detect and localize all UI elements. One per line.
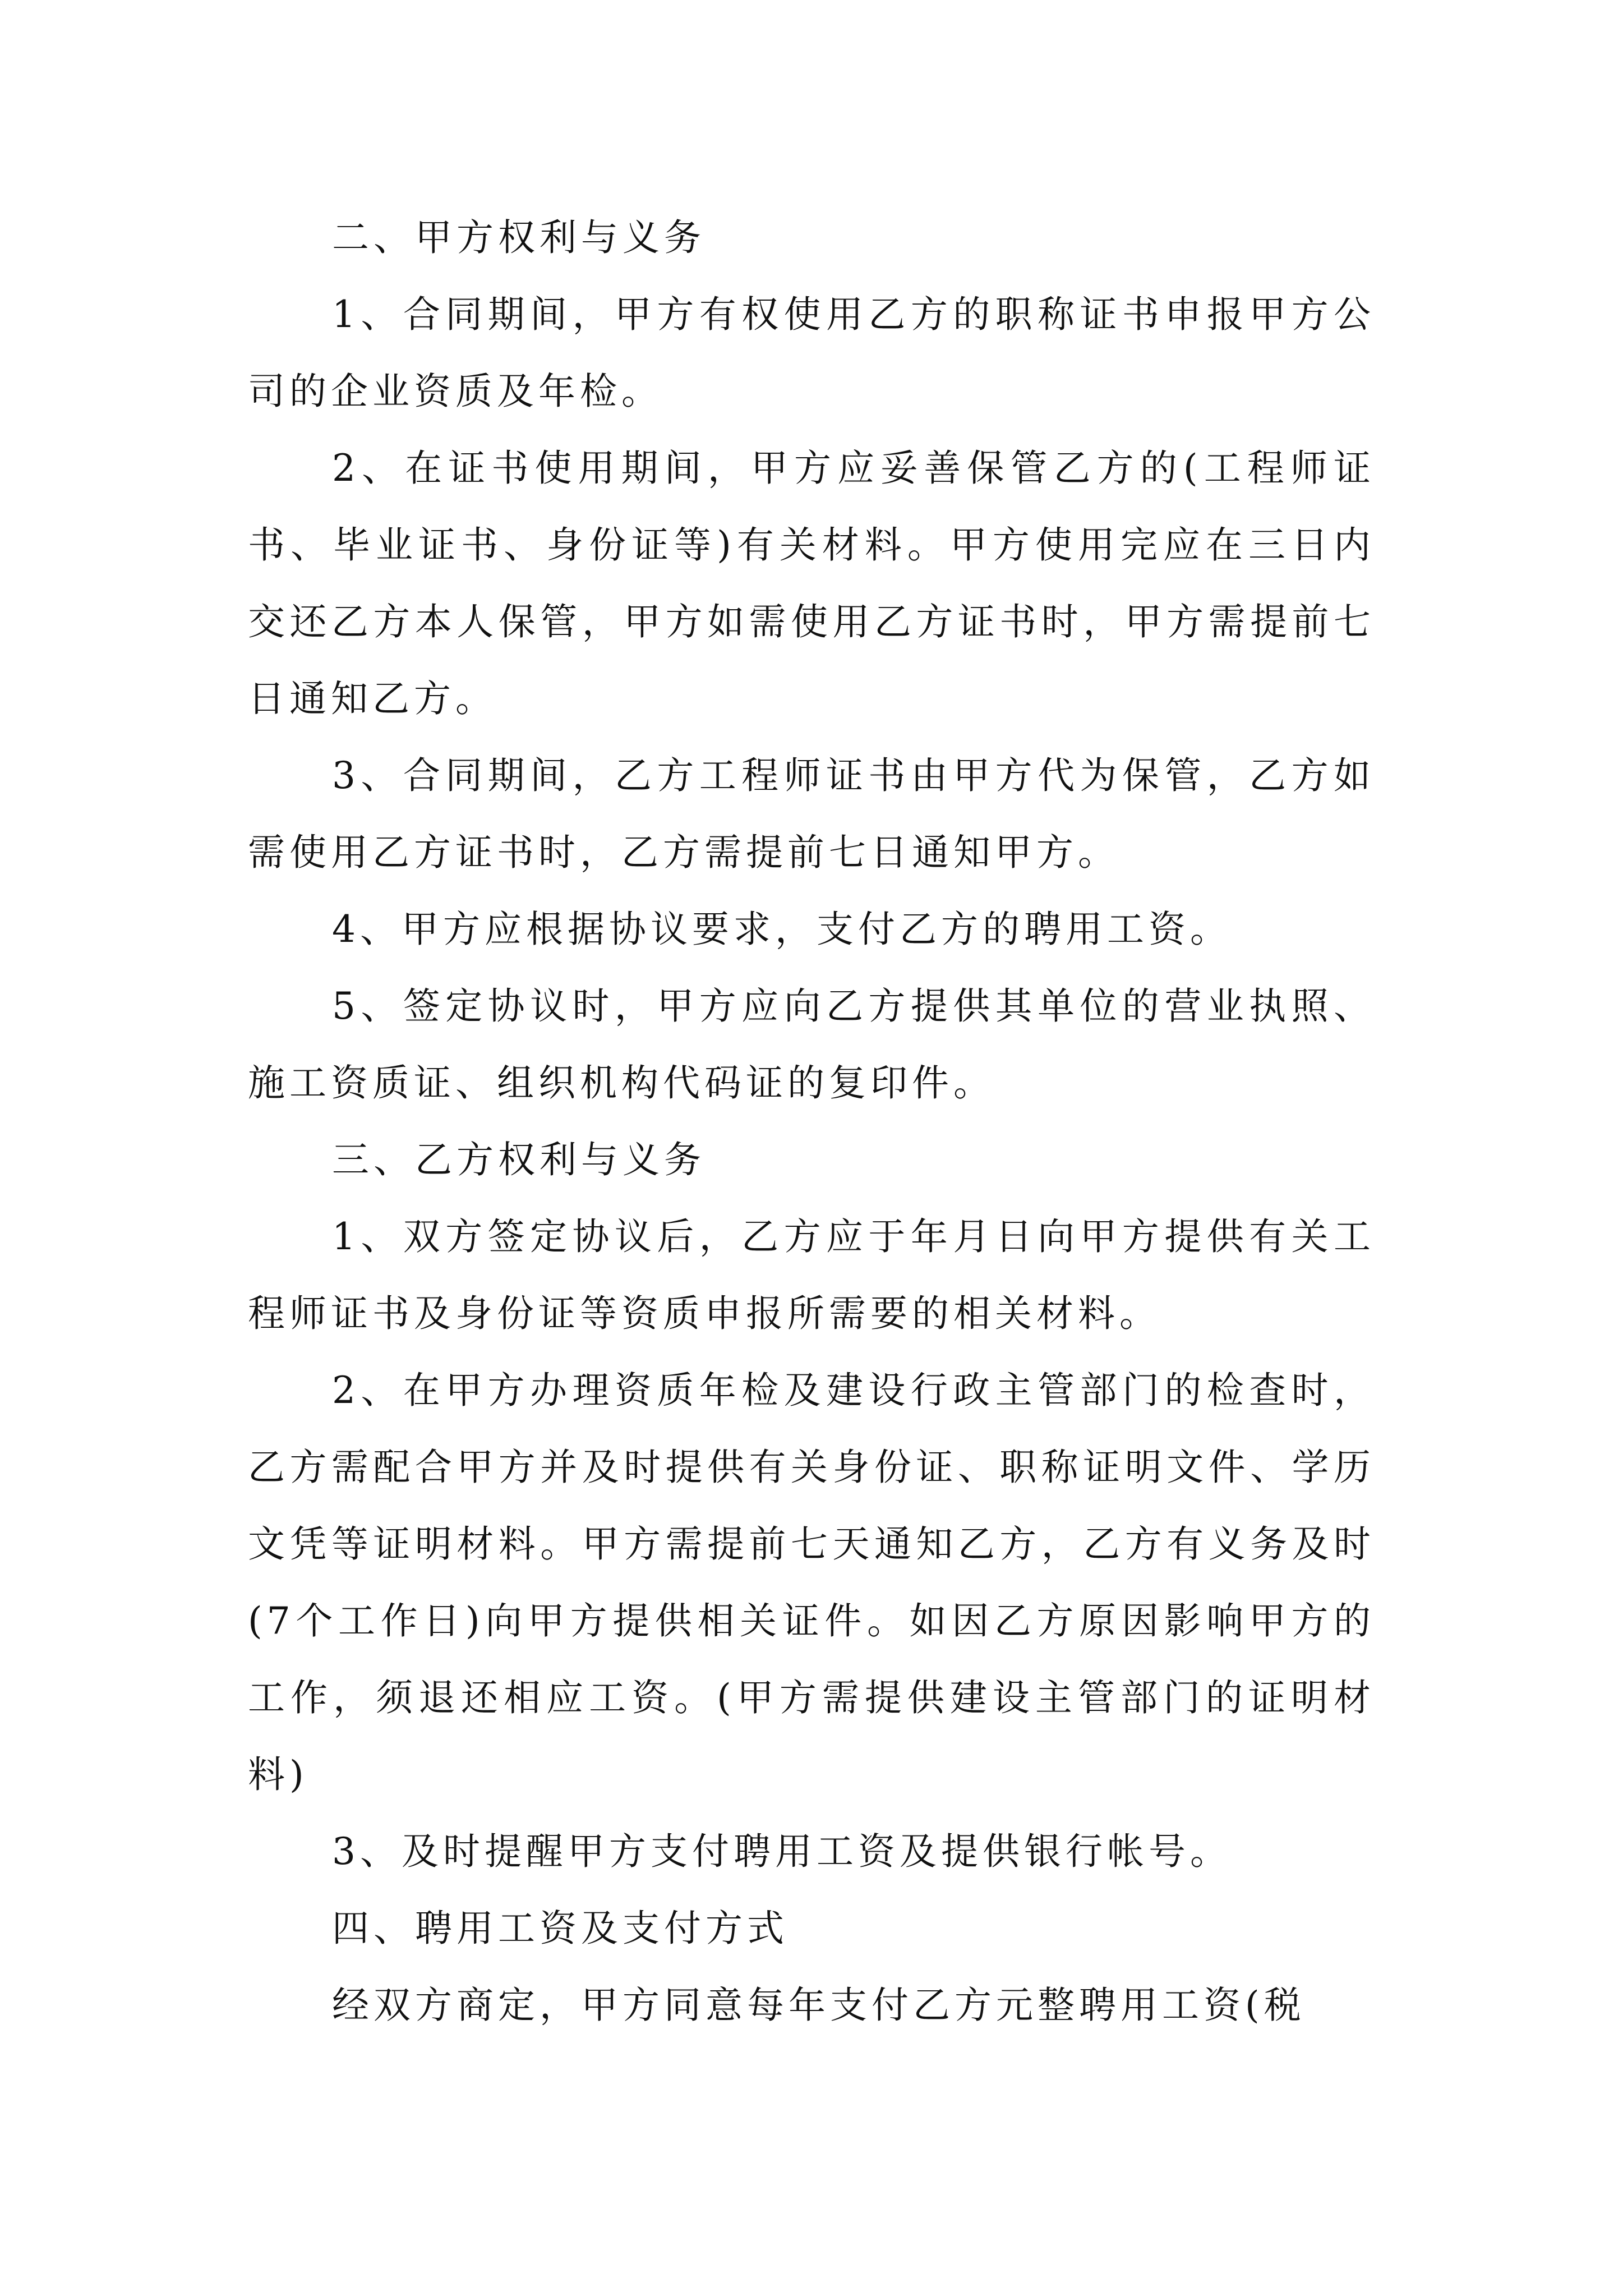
document-body xyxy=(248,199,1375,2044)
clause-a-4: 4、甲方应根据协议要求，支付乙方的聘用工资。 xyxy=(332,908,1232,951)
clause-a-3: 3、合同期间，乙方工程师证书由甲方代为保管，乙方如需使用乙方证书时，乙方需提前七日通知甲方。 xyxy=(248,754,1375,874)
clause-a-2: 2、在证书使用期间，甲方应妥善保管乙方的(工程师证书、毕业证书、身份证等)有关材料。甲方使用完应在三日内交还乙方本人保管，甲方如需使用乙方证书时，甲方需提前七日通知乙方。 xyxy=(248,447,1375,720)
clause-b-2: 2、在甲方办理资质年检及建设行政主管部门的检查时，乙方需配合甲方并及时提供有关身份证、职称证明文件、学历文凭等证明材料。甲方需提前七天通知乙方，乙方有义务及时(7个工作日)向甲方提供相关证件。如因乙方原因影响甲方的工作，须退还相应工资。(甲方需提供建设主管部门的证明材料) xyxy=(248,1369,1375,1796)
section-heading-party-b-rights: 三、乙方权利与义务 xyxy=(332,1138,706,1181)
salary-clause: 经双方商定，甲方同意每年支付乙方元整聘用工资(税 xyxy=(332,1984,1306,2027)
section-heading-salary: 四、聘用工资及支付方式 xyxy=(332,1907,789,1950)
clause-a-5: 5、签定协议时，甲方应向乙方提供其单位的营业执照、施工资质证、组织机构代码证的复印件。 xyxy=(248,984,1375,1105)
clause-b-3: 3、及时提醒甲方支付聘用工资及提供银行帐号。 xyxy=(332,1830,1232,1873)
clause-b-1: 1、双方签定协议后，乙方应于年月日向甲方提供有关工程师证书及身份证等资质申报所需要的相关材料。 xyxy=(248,1215,1375,1335)
section-heading-party-a-rights: 二、甲方权利与义务 xyxy=(332,216,706,259)
clause-a-1: 1、合同期间，甲方有权使用乙方的职称证书申报甲方公司的企业资质及年检。 xyxy=(248,293,1375,413)
